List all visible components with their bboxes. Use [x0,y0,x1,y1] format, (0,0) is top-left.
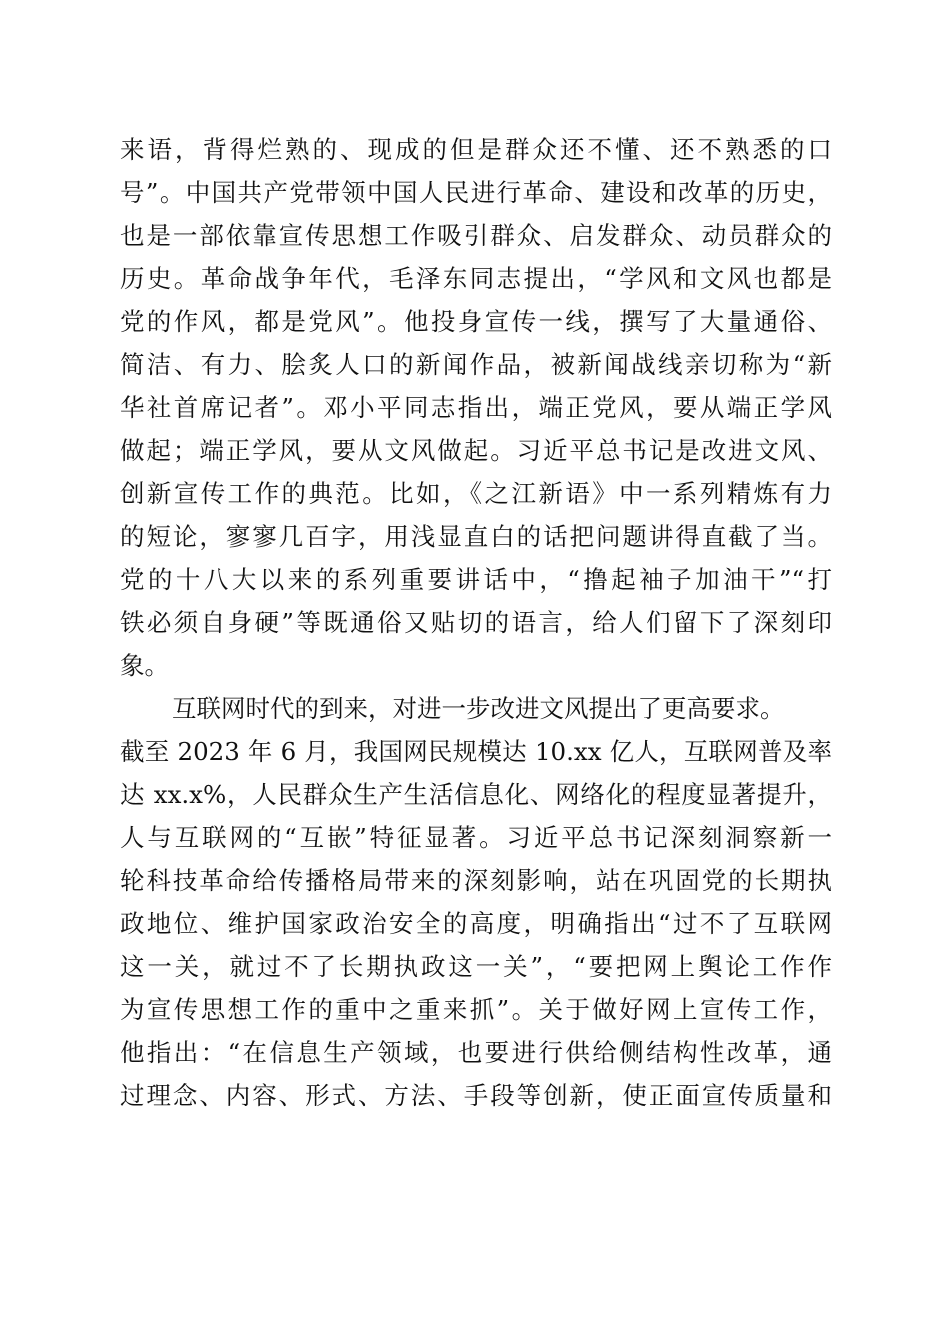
text-line: 政地位、维护国家政治安全的高度，明确指出“过不了互联网 [120,909,832,938]
text-line: 达 xx.x%，人民群众生产生活信息化、网络化的程度显著提升， [120,780,832,809]
text-line: 创新宣传工作的典范。比如，《之江新语》中一系列精炼有力 [120,479,832,508]
text-line: 铁必须自身硬”等既通俗又贴切的语言，给人们留下了深刻印 [120,608,832,637]
text-line: 历史。革命战争年代，毛泽东同志提出，“学风和文风也都是 [120,264,832,293]
text-line: 做起；端正学风，要从文风做起。习近平总书记是改进文风、 [120,436,832,465]
text-line: 的短论，寥寥几百字，用浅显直白的话把问题讲得直截了当。 [120,522,832,551]
text-line: 这一关，就过不了长期执政这一关”，“要把网上舆论工作作 [120,952,832,981]
paragraph-first-line: 互联网时代的到来，对进一步改进文风提出了更高要求。 [172,694,785,723]
text-line: 党的作风，都是党风”。他投身宣传一线，撰写了大量通俗、 [120,307,832,336]
text-line: 人与互联网的“互嵌”特征显著。习近平总书记深刻洞察新一 [120,823,832,852]
text-line: 轮科技革命给传播格局带来的深刻影响，站在巩固党的长期执 [120,866,832,895]
text-line: 号”。中国共产党带领中国人民进行革命、建设和改革的历史， [120,178,832,207]
text-line: 华社首席记者”。邓小平同志指出，端正党风，要从端正学风 [120,393,832,422]
text-line: 象。 [120,651,169,680]
text-line: 来语，背得烂熟的、现成的但是群众还不懂、还不熟悉的口 [120,135,832,164]
text-line: 过理念、内容、形式、方法、手段等创新，使正面宣传质量和 [120,1081,832,1110]
text-line: 为宣传思想工作的重中之重来抓”。关于做好网上宣传工作， [120,995,832,1024]
text-line: 也是一部依靠宣传思想工作吸引群众、启发群众、动员群众的 [120,221,832,250]
text-line: 他指出：“在信息生产领域，也要进行供给侧结构性改革，通 [120,1038,832,1067]
text-line: 截至 2023 年 6 月，我国网民规模达 10.xx 亿人，互联网普及率 [120,737,832,766]
document-body [120,128,832,1117]
text-line: 简洁、有力、脍炙人口的新闻作品，被新闻战线亲切称为“新 [120,350,832,379]
text-line: 党的十八大以来的系列重要讲话中，“撸起袖子加油干”“打 [120,565,832,594]
